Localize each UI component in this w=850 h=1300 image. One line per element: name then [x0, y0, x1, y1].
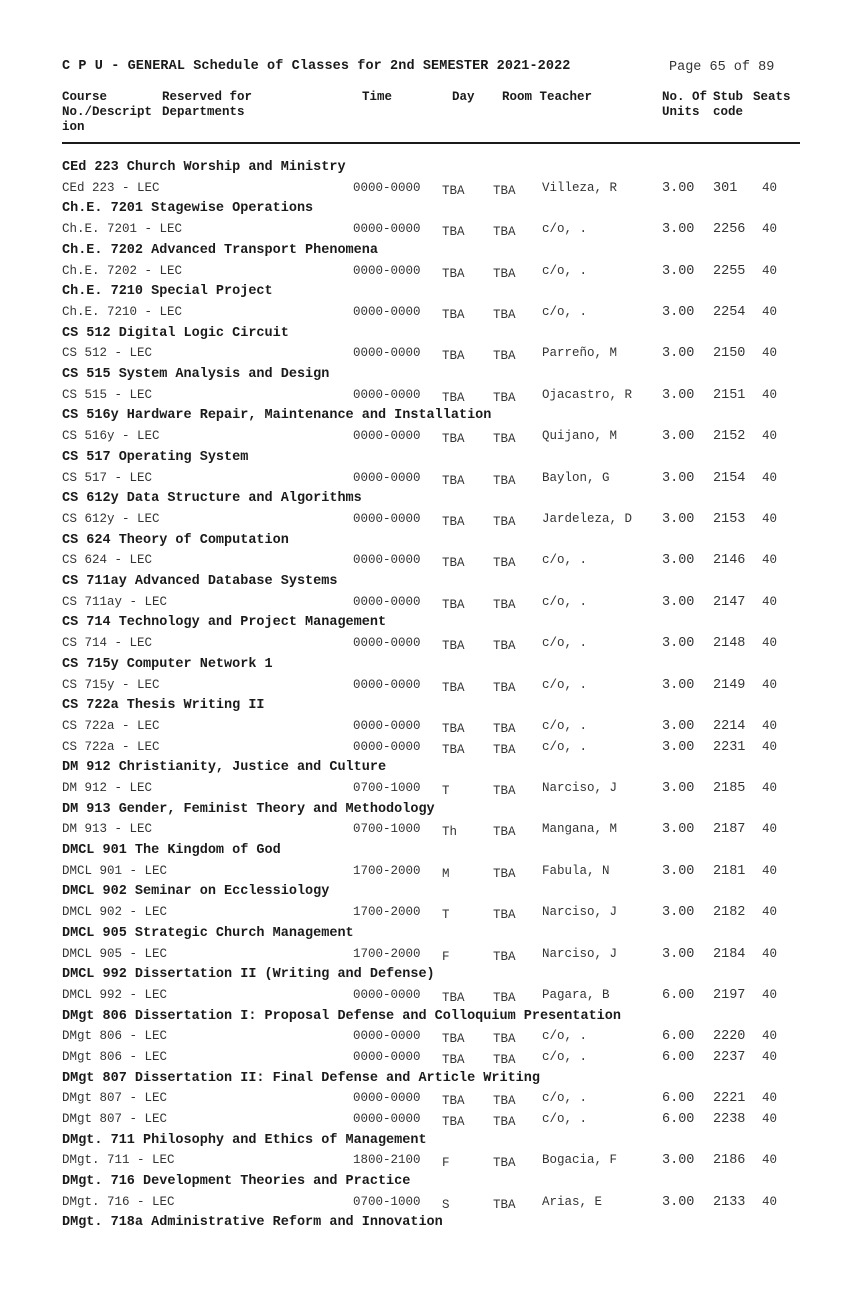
section-time: 0000-0000	[353, 263, 421, 278]
course-title: CS 517 Operating System	[62, 449, 249, 465]
col-course-line3: ion	[62, 120, 85, 134]
section-row	[0, 1195, 850, 1211]
section-code: CS 624 - LEC	[62, 553, 153, 568]
section-room: TBA	[493, 680, 516, 695]
section-seats: 40	[762, 822, 778, 837]
section-room: TBA	[493, 1094, 516, 1109]
course-title: CEd 223 Church Worship and Ministry	[62, 160, 346, 175]
section-row	[0, 429, 850, 445]
course-title: DMgt 807 Dissertation II: Final Defense and Article Writing	[62, 1070, 540, 1086]
section-stub: 2149	[713, 677, 746, 693]
section-stub: 2148	[713, 636, 746, 652]
section-time: 0000-0000	[353, 1112, 421, 1126]
section-stub: 2146	[713, 553, 746, 569]
section-stub: 2197	[713, 988, 746, 1003]
course-title: Ch.E. 7202 Advanced Transport Phenomena	[62, 242, 378, 258]
section-units: 3.00	[662, 781, 695, 796]
section-code: DM 912 - LEC	[62, 781, 153, 795]
section-stub: 2214	[713, 719, 746, 734]
section-time: 0000-0000	[353, 180, 421, 195]
section-room: TBA	[493, 432, 516, 447]
section-room: TBA	[493, 949, 516, 964]
col-course-line2: No./Descript	[62, 105, 153, 119]
section-code: DM 913 - LEC	[62, 822, 153, 837]
section-code: CS 512 - LEC	[62, 346, 153, 361]
section-day: TBA	[442, 266, 465, 281]
course-title: CS 515 System Analysis and Design	[62, 367, 330, 382]
course-title: CS 612y Data Structure and Algorithms	[62, 491, 362, 507]
section-room: TBA	[493, 390, 516, 405]
section-teacher: Baylon, G	[542, 470, 610, 485]
section-row	[0, 1050, 850, 1066]
section-teacher: c/o, .	[542, 1112, 588, 1126]
section-teacher: Quijano, M	[542, 429, 618, 444]
col-course-line1: Course	[62, 90, 108, 104]
section-units: 3.00	[662, 677, 695, 693]
section-room: TBA	[493, 183, 516, 198]
section-units: 3.00	[662, 222, 695, 238]
section-room: TBA	[493, 784, 516, 798]
section-units: 3.00	[662, 739, 695, 755]
section-stub: 2150	[713, 346, 746, 362]
col-reserved	[162, 90, 252, 120]
section-teacher: c/o, .	[542, 1050, 588, 1064]
section-stub: 2187	[713, 822, 746, 838]
section-seats: 40	[762, 553, 778, 568]
section-row	[0, 305, 850, 321]
section-code: CS 516y - LEC	[62, 429, 160, 444]
section-time: 0000-0000	[353, 553, 421, 568]
section-teacher: c/o, .	[542, 636, 588, 651]
section-teacher: Villeza, R	[542, 180, 618, 195]
section-time: 0000-0000	[353, 594, 421, 609]
section-stub: 2256	[713, 222, 746, 238]
section-stub: 2184	[713, 946, 746, 962]
section-seats: 40	[762, 719, 778, 733]
section-teacher: Jardeleza, D	[542, 512, 633, 526]
section-units: 3.00	[662, 512, 695, 527]
page-number: Page 65 of 89	[669, 60, 775, 75]
section-code: DMgt. 716 - LEC	[62, 1194, 175, 1209]
col-stub-line1: Stub	[713, 90, 744, 104]
section-day: TBA	[442, 1032, 465, 1047]
section-stub: 2238	[713, 1112, 746, 1127]
course-title: DMgt 806 Dissertation I: Proposal Defense and Colloquium Presentation	[62, 1008, 621, 1024]
section-teacher: c/o, .	[542, 1091, 588, 1106]
section-code: DMgt 806 - LEC	[62, 1050, 168, 1064]
section-code: CS 517 - LEC	[62, 470, 153, 485]
section-seats: 40	[762, 781, 778, 795]
section-day: TBA	[442, 515, 465, 529]
section-seats: 40	[762, 594, 778, 609]
col-reserved-line1: Reserved for	[162, 90, 253, 104]
section-seats: 40	[762, 263, 778, 278]
section-day: TBA	[442, 639, 465, 654]
section-row	[0, 719, 850, 735]
section-teacher: Parreño, M	[542, 346, 618, 361]
section-seats: 40	[762, 305, 778, 319]
section-stub: 2220	[713, 1029, 746, 1045]
section-code: DMCL 905 - LEC	[62, 946, 168, 961]
section-teacher: c/o, .	[542, 553, 588, 568]
col-course	[62, 90, 152, 135]
section-day: TBA	[442, 991, 465, 1005]
section-time: 0000-0000	[353, 429, 421, 444]
section-day: T	[442, 784, 450, 798]
section-room: TBA	[493, 1115, 516, 1129]
section-room: TBA	[493, 908, 516, 923]
section-stub: 2231	[713, 739, 746, 755]
section-room: TBA	[493, 825, 516, 840]
section-day: TBA	[442, 1094, 465, 1109]
section-day: F	[442, 1156, 450, 1171]
section-code: CEd 223 - LEC	[62, 180, 160, 195]
section-seats: 40	[762, 1029, 778, 1044]
section-teacher: c/o, .	[542, 739, 588, 754]
section-code: CS 711ay - LEC	[62, 594, 168, 609]
section-seats: 40	[762, 1194, 778, 1209]
section-seats: 40	[762, 739, 778, 754]
section-teacher: c/o, .	[542, 594, 588, 609]
section-time: 0000-0000	[353, 387, 421, 402]
section-seats: 40	[762, 1153, 778, 1168]
section-day: TBA	[442, 1115, 465, 1129]
section-room: TBA	[493, 991, 516, 1005]
section-time: 0000-0000	[353, 719, 421, 733]
section-teacher: c/o, .	[542, 1029, 588, 1044]
section-teacher: c/o, .	[542, 719, 588, 733]
course-title: Ch.E. 7210 Special Project	[62, 284, 273, 300]
section-stub: 2151	[713, 387, 746, 403]
section-units: 3.00	[662, 1194, 695, 1210]
section-time: 0000-0000	[353, 512, 421, 526]
section-stub: 2254	[713, 305, 746, 320]
section-code: Ch.E. 7201 - LEC	[62, 222, 183, 237]
section-row	[0, 988, 850, 1004]
section-room: TBA	[493, 742, 516, 757]
section-stub: 2255	[713, 263, 746, 279]
section-seats: 40	[762, 1112, 778, 1126]
section-seats: 40	[762, 222, 778, 237]
section-row	[0, 864, 850, 880]
section-seats: 40	[762, 946, 778, 961]
section-code: CS 722a - LEC	[62, 739, 160, 754]
section-row	[0, 905, 850, 921]
section-row	[0, 740, 850, 756]
col-stub-line2: code	[713, 105, 744, 119]
section-day: TBA	[442, 432, 465, 447]
section-teacher: c/o, .	[542, 677, 588, 692]
course-title: DMgt. 711 Philosophy and Ethics of Management	[62, 1132, 427, 1148]
section-day: TBA	[442, 680, 465, 695]
section-day: TBA	[442, 722, 465, 736]
section-day: TBA	[442, 1053, 465, 1067]
section-row	[0, 512, 850, 528]
section-code: DMgt. 711 - LEC	[62, 1153, 175, 1168]
section-stub: 2133	[713, 1194, 746, 1210]
section-room: TBA	[493, 639, 516, 654]
section-code: Ch.E. 7210 - LEC	[62, 305, 183, 319]
section-seats: 40	[762, 863, 778, 878]
section-day: TBA	[442, 225, 465, 240]
section-room: TBA	[493, 1053, 516, 1067]
section-room: TBA	[493, 349, 516, 364]
section-stub: 2153	[713, 512, 746, 527]
section-row	[0, 1153, 850, 1169]
section-teacher: Bogacia, F	[542, 1153, 618, 1168]
section-units: 3.00	[662, 636, 695, 652]
section-units: 3.00	[662, 719, 695, 734]
section-stub: 2185	[713, 781, 746, 796]
section-row	[0, 1091, 850, 1107]
section-teacher: Narciso, J	[542, 946, 618, 961]
section-seats: 40	[762, 180, 778, 195]
section-stub: 2147	[713, 594, 746, 610]
col-units-line1: No. Of	[662, 90, 708, 104]
section-time: 0000-0000	[353, 677, 421, 692]
section-day: TBA	[442, 742, 465, 757]
section-code: Ch.E. 7202 - LEC	[62, 263, 183, 278]
section-units: 6.00	[662, 1091, 695, 1107]
section-units: 3.00	[662, 305, 695, 320]
section-row	[0, 781, 850, 797]
section-row	[0, 1029, 850, 1045]
section-code: DMCL 901 - LEC	[62, 863, 168, 878]
section-time: 0000-0000	[353, 1029, 421, 1044]
section-time: 0000-0000	[353, 636, 421, 651]
section-units: 3.00	[662, 946, 695, 962]
section-teacher: c/o, .	[542, 305, 588, 319]
section-time: 1800-2100	[353, 1153, 421, 1168]
section-day: Th	[442, 825, 458, 840]
section-row	[0, 678, 850, 694]
section-room: TBA	[493, 1032, 516, 1047]
section-units: 3.00	[662, 346, 695, 362]
section-row	[0, 222, 850, 238]
col-reserved-line2: Departments	[162, 105, 245, 119]
course-title: CS 714 Technology and Project Management	[62, 615, 387, 631]
section-time: 0000-0000	[353, 346, 421, 361]
section-row	[0, 388, 850, 404]
section-units: 3.00	[662, 180, 695, 196]
section-row	[0, 471, 850, 487]
section-seats: 40	[762, 1091, 778, 1106]
section-day: S	[442, 1197, 450, 1212]
section-row	[0, 553, 850, 569]
section-stub: 2237	[713, 1050, 746, 1065]
section-row	[0, 264, 850, 280]
course-title: Ch.E. 7201 Stagewise Operations	[62, 201, 314, 217]
header-divider	[62, 142, 800, 144]
col-day: Day	[452, 90, 475, 104]
section-time: 1700-2000	[353, 863, 421, 878]
course-title: DM 912 Christianity, Justice and Culture	[62, 760, 387, 776]
section-units: 6.00	[662, 988, 695, 1003]
section-units: 3.00	[662, 553, 695, 569]
section-seats: 40	[762, 346, 778, 361]
section-units: 3.00	[662, 905, 695, 921]
section-code: DMgt 807 - LEC	[62, 1112, 168, 1126]
section-seats: 40	[762, 988, 778, 1002]
col-units	[662, 90, 707, 120]
course-title: DMgt. 718a Administrative Reform and Innovation	[62, 1215, 443, 1231]
course-title: DMCL 905 Strategic Church Management	[62, 925, 354, 941]
section-stub: 2221	[713, 1091, 746, 1107]
section-room: TBA	[493, 515, 516, 529]
section-code: DMgt 807 - LEC	[62, 1091, 168, 1106]
section-units: 3.00	[662, 1153, 695, 1169]
section-row	[0, 181, 850, 197]
col-room-teacher: Room Teacher	[502, 90, 593, 104]
col-time: Time	[362, 90, 393, 104]
section-room: TBA	[493, 556, 516, 571]
section-time: 1700-2000	[353, 905, 421, 920]
section-code: DMCL 992 - LEC	[62, 988, 168, 1002]
section-room: TBA	[493, 266, 516, 281]
section-day: M	[442, 866, 450, 881]
course-title: DMCL 992 Dissertation II (Writing and Defense)	[62, 967, 435, 983]
course-title: CS 624 Theory of Computation	[62, 532, 289, 548]
section-day: T	[442, 908, 450, 923]
section-stub: 2186	[713, 1153, 746, 1169]
section-time: 0000-0000	[353, 222, 421, 237]
section-room: TBA	[493, 225, 516, 240]
course-title: CS 711ay Advanced Database Systems	[62, 574, 338, 589]
course-title: CS 722a Thesis Writing II	[62, 698, 265, 714]
section-teacher: Narciso, J	[542, 781, 618, 795]
section-code: CS 714 - LEC	[62, 636, 153, 651]
section-seats: 40	[762, 677, 778, 692]
section-units: 3.00	[662, 263, 695, 279]
section-room: TBA	[493, 308, 516, 322]
section-teacher: Arias, E	[542, 1194, 603, 1209]
section-room: TBA	[493, 866, 516, 881]
section-code: DMgt 806 - LEC	[62, 1029, 168, 1044]
section-units: 6.00	[662, 1029, 695, 1045]
document-title: C P U - GENERAL Schedule of Classes for 2nd SEMESTER 2021-2022	[62, 59, 571, 74]
section-room: TBA	[493, 473, 516, 488]
section-row	[0, 595, 850, 611]
section-seats: 40	[762, 905, 778, 920]
section-seats: 40	[762, 1050, 778, 1064]
section-time: 1700-2000	[353, 946, 421, 961]
section-seats: 40	[762, 636, 778, 651]
section-units: 3.00	[662, 822, 695, 838]
section-time: 0700-1000	[353, 822, 421, 837]
col-units-line2: Units	[662, 105, 700, 119]
course-title: DM 913 Gender, Feminist Theory and Methodology	[62, 801, 435, 817]
col-seats: Seats	[753, 90, 791, 104]
course-title: DMCL 901 The Kingdom of God	[62, 843, 281, 858]
section-row	[0, 1112, 850, 1128]
section-row	[0, 947, 850, 963]
section-room: TBA	[493, 722, 516, 736]
section-time: 0000-0000	[353, 305, 421, 319]
section-time: 0000-0000	[353, 1091, 421, 1106]
section-units: 3.00	[662, 429, 695, 445]
section-teacher: Pagara, B	[542, 988, 610, 1002]
section-day: F	[442, 949, 450, 964]
section-room: TBA	[493, 1197, 516, 1212]
section-day: TBA	[442, 473, 465, 488]
section-teacher: Mangana, M	[542, 822, 618, 837]
section-units: 6.00	[662, 1050, 695, 1065]
section-seats: 40	[762, 429, 778, 444]
section-time: 0700-1000	[353, 1194, 421, 1209]
section-units: 3.00	[662, 470, 695, 486]
section-day: TBA	[442, 597, 465, 612]
section-day: TBA	[442, 556, 465, 571]
section-code: CS 515 - LEC	[62, 387, 153, 402]
section-day: TBA	[442, 390, 465, 405]
section-day: TBA	[442, 183, 465, 198]
section-units: 6.00	[662, 1112, 695, 1127]
section-stub: 2182	[713, 905, 746, 921]
section-day: TBA	[442, 308, 465, 322]
section-teacher: Narciso, J	[542, 905, 618, 920]
section-time: 0000-0000	[353, 988, 421, 1002]
section-seats: 40	[762, 470, 778, 485]
section-teacher: Fabula, N	[542, 863, 610, 878]
section-stub: 2181	[713, 863, 746, 879]
course-title: CS 715y Computer Network 1	[62, 656, 273, 672]
section-time: 0000-0000	[353, 1050, 421, 1064]
section-code: CS 722a - LEC	[62, 719, 160, 733]
section-time: 0700-1000	[353, 781, 421, 795]
section-units: 3.00	[662, 863, 695, 879]
section-seats: 40	[762, 387, 778, 402]
section-teacher: c/o, .	[542, 222, 588, 237]
section-row	[0, 636, 850, 652]
section-time: 0000-0000	[353, 739, 421, 754]
section-time: 0000-0000	[353, 470, 421, 485]
section-day: TBA	[442, 349, 465, 364]
section-units: 3.00	[662, 387, 695, 403]
course-title: DMgt. 716 Development Theories and Practice	[62, 1174, 411, 1189]
section-room: TBA	[493, 1156, 516, 1171]
section-row	[0, 822, 850, 838]
section-stub: 301	[713, 180, 738, 196]
course-title: CS 516y Hardware Repair, Maintenance and Installation	[62, 408, 492, 424]
course-title: DMCL 902 Seminar on Ecclessiology	[62, 884, 330, 900]
section-room: TBA	[493, 597, 516, 612]
section-stub: 2154	[713, 470, 746, 486]
section-teacher: Ojacastro, R	[542, 387, 633, 402]
section-seats: 40	[762, 512, 778, 526]
course-title: CS 512 Digital Logic Circuit	[62, 325, 289, 341]
section-code: CS 715y - LEC	[62, 677, 160, 692]
section-code: CS 612y - LEC	[62, 512, 160, 526]
col-stub	[713, 90, 743, 120]
section-stub: 2152	[713, 429, 746, 445]
section-code: DMCL 902 - LEC	[62, 905, 168, 920]
section-teacher: c/o, .	[542, 263, 588, 278]
section-units: 3.00	[662, 594, 695, 610]
section-row	[0, 346, 850, 362]
